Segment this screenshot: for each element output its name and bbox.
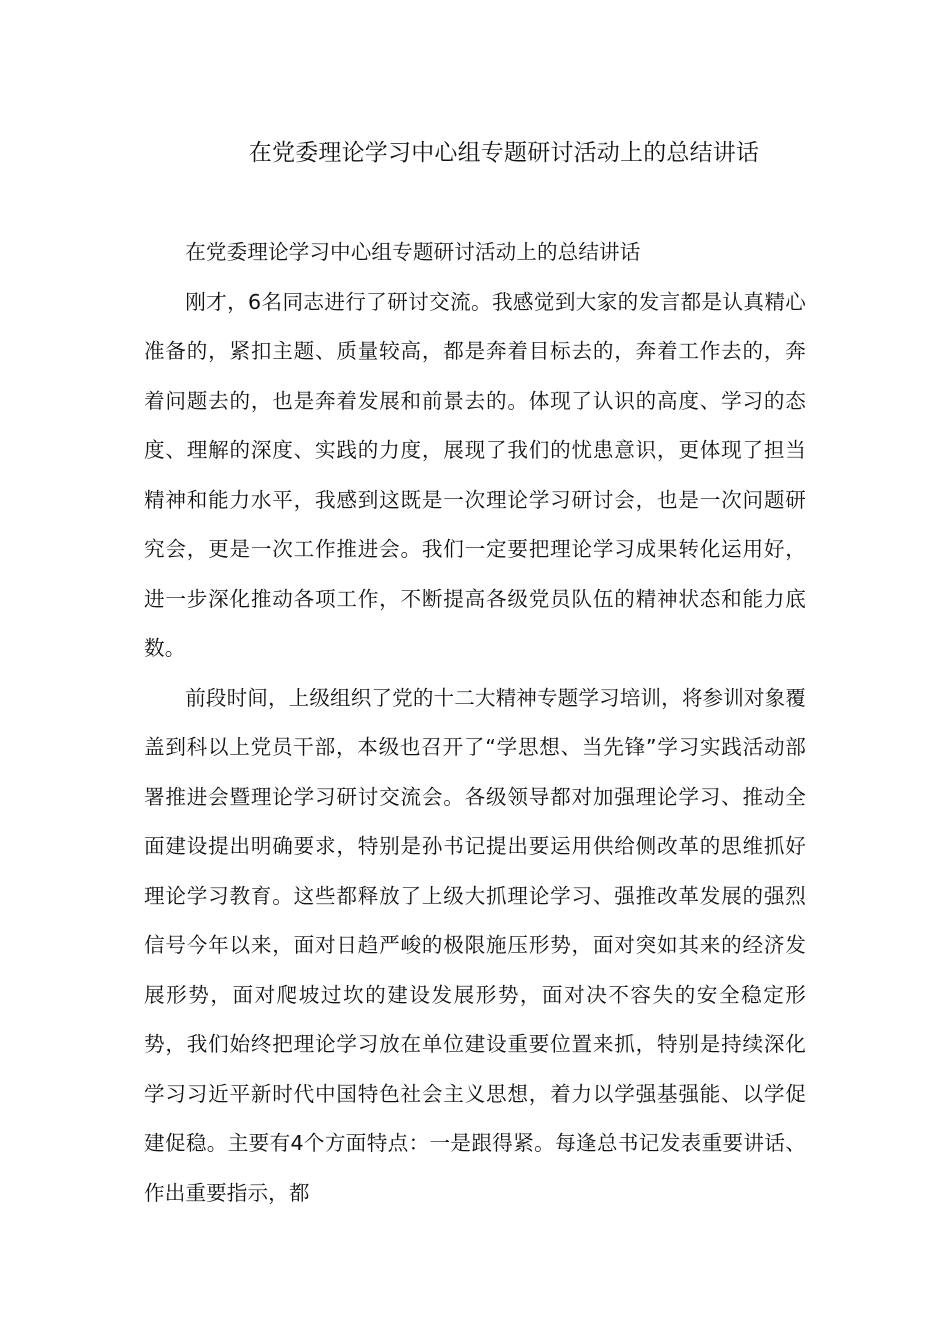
document-title: 在党委理论学习中心组专题研讨活动上的总结讲话: [248, 140, 760, 166]
paragraph-background: 前段时间，上级组织了党的十二大精神专题学习培训，将参训对象覆盖到科以上党员干部，本级也召开了“学思想、当先锋”学习实践活动部署推进会暨理论学习研讨交流会。各级领导都对加强理论学习、推动全面建设提出明确要求，特别是孙书记提出要运用供给侧改革的思维抓好理论学习教育。这些都释放了上级大抓理论学习、强推改革发展的强烈信号今年以来，面对日趋严峻的极限施压形势，面对突如其来的经济发展形势，面对爬坡过坎的建设发展形势，面对决不容失的安全稳定形势，我们始终把理论学习放在单位建设重要位置来抓，特别是持续深化学习习近平新时代中国特色社会主义思想，着力以学强基强能、以学促建促稳。主要有4个方面特点：一是跟得紧。每逢总书记发表重要讲话、作出重要指示，都: [144, 685, 806, 1205]
paragraph-opening-remarks: 刚才，6名同志进行了研讨交流。我感觉到大家的发言都是认真精心准备的，紧扣主题、质量较高，都是奔着目标去的，奔着工作去的，奔着问题去的，也是奔着发展和前景去的。体现了认识的高度、学习的态度、理解的深度、实践的力度，展现了我们的忧患意识，更体现了担当精神和能力水平，我感到这既是一次理论学习研讨会，也是一次问题研究会，更是一次工作推进会。我们一定要把理论学习成果转化运用好，进一步深化推动各项工作，不断提高各级党员队伍的精神状态和能力底数。: [144, 289, 806, 660]
paragraph-heading-repeat: 在党委理论学习中心组专题研讨活动上的总结讲话: [185, 240, 641, 264]
document-body: [144, 228, 806, 1218]
